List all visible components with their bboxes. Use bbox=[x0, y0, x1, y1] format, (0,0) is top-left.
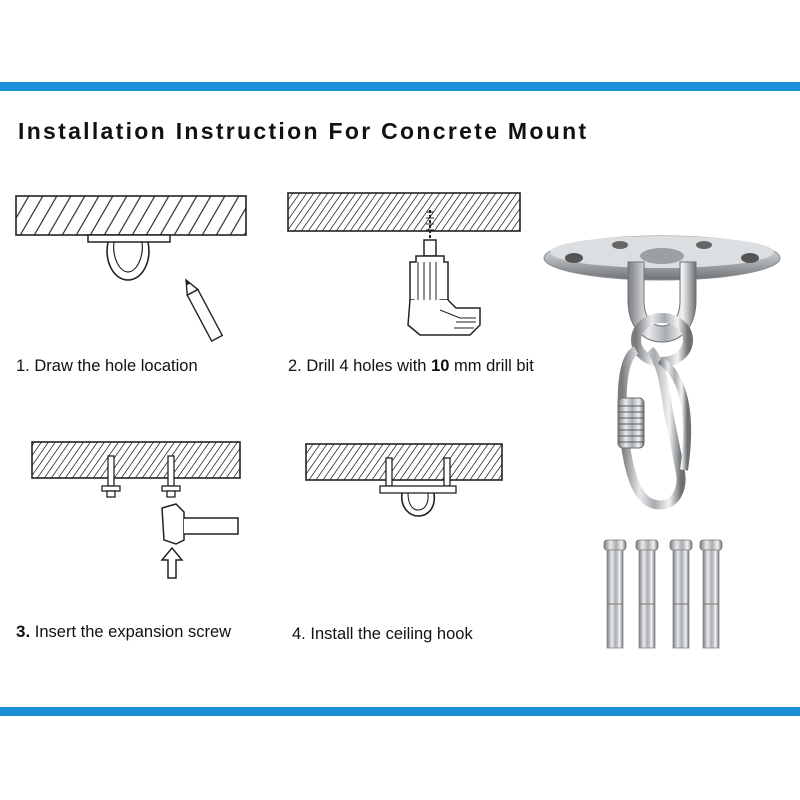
pencil-icon bbox=[181, 277, 223, 341]
bottom-accent-bar bbox=[0, 707, 800, 716]
panel-3-illustration bbox=[32, 442, 240, 578]
ceiling-section bbox=[32, 442, 240, 478]
drill-icon bbox=[408, 240, 480, 335]
ceiling-section bbox=[288, 193, 520, 231]
step-2-caption: 2. Drill 4 holes with 10 mm drill bit bbox=[288, 357, 534, 375]
mount-plate bbox=[88, 235, 170, 242]
step-3-caption: 3. Insert the expansion screw bbox=[16, 622, 232, 641]
mount-plate bbox=[380, 486, 456, 493]
arrow-up-icon bbox=[162, 548, 182, 578]
panel-4-illustration bbox=[306, 444, 502, 516]
panel-2-illustration bbox=[288, 193, 520, 335]
step-4-caption: 4. Install the ceiling hook bbox=[292, 625, 473, 643]
ceiling-section bbox=[16, 196, 246, 235]
expansion-bolt bbox=[604, 540, 626, 648]
page-title: Installation Instruction For Concrete Mount bbox=[18, 118, 589, 144]
hammer-icon bbox=[162, 504, 238, 544]
panel-1-illustration bbox=[16, 196, 246, 341]
ceiling-hook-product bbox=[544, 236, 780, 505]
expansion-bolt bbox=[670, 540, 692, 648]
expansion-bolts bbox=[604, 540, 722, 648]
step-1-caption: 1. Draw the hole location bbox=[16, 357, 198, 375]
expansion-bolt bbox=[636, 540, 658, 648]
ceiling-section bbox=[306, 444, 502, 480]
expansion-bolt bbox=[700, 540, 722, 648]
